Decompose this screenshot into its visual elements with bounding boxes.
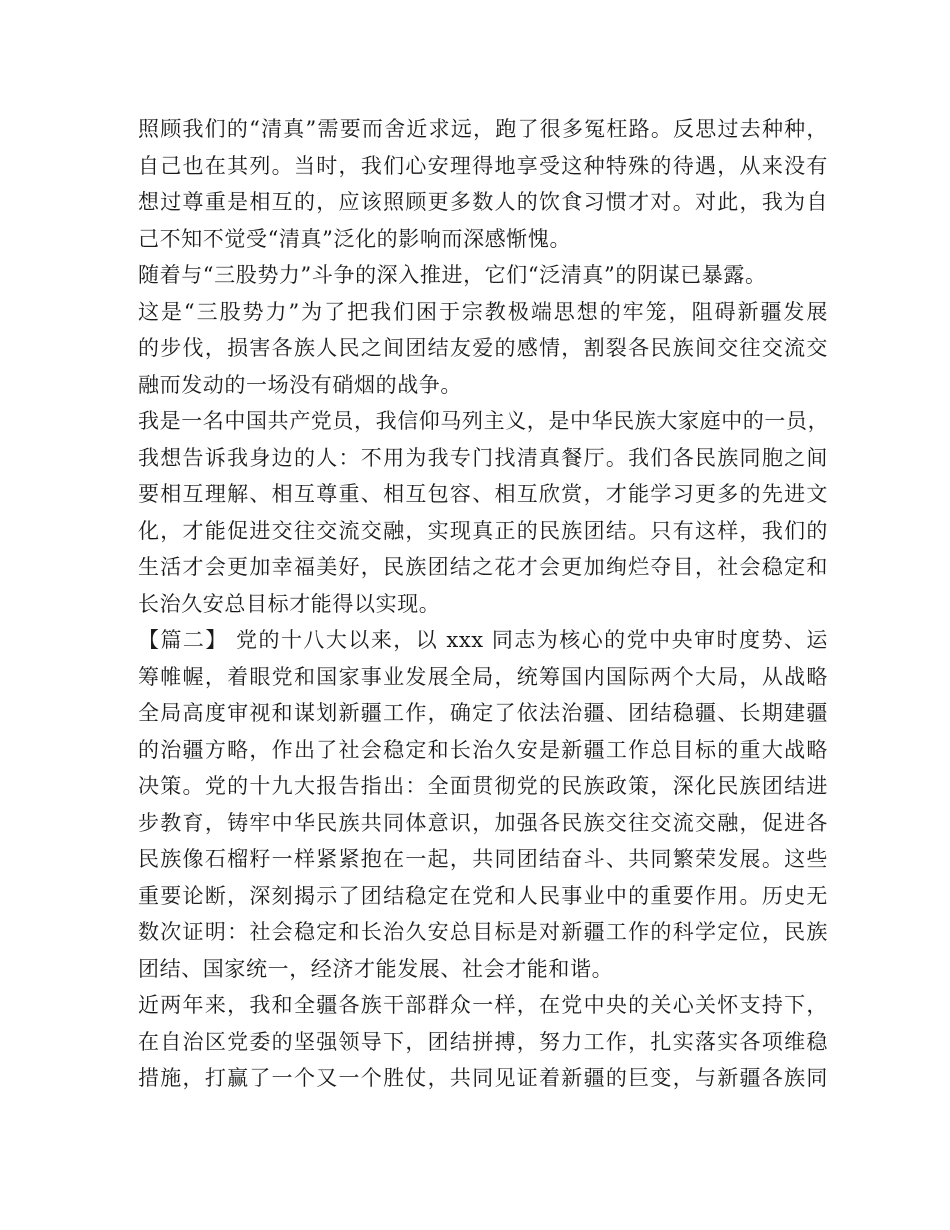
text-line: 要相互理解、相互尊重、相互包容、相互欣赏，才能学习更多的先进文	[138, 482, 828, 506]
text-line: 这是“三股势力”为了把我们困于宗教极端思想的牢笼，阻碍新疆发展	[138, 299, 828, 324]
text-line: 我想告诉我身边的人：不用为我专门找清真餐厅。我们各民族同胞之间	[138, 445, 828, 470]
text-line: 措施，打赢了一个又一个胜仗，共同见证着新疆的巨变，与新疆各族同	[138, 1066, 828, 1090]
text-line: 民族像石榴籽一样紧紧抱在一起，共同团结奋斗、共同繁荣发展。这些	[138, 847, 828, 871]
text-line: 的步伐，损害各族人民之间团结友爱的感情，割裂各民族间交往交流交	[138, 336, 828, 360]
text-line: 化，才能促进交往交流交融，实现真正的民族团结。只有这样，我们的	[138, 518, 828, 543]
document-body	[138, 111, 828, 1097]
text-line: 的治疆方略，作出了社会稳定和长治久安是新疆工作总目标的重大战略	[138, 737, 828, 762]
section-heading-line: 【篇二】 党的十八大以来，以 xxx 同志为核心的党中央审时度势、运	[138, 628, 828, 652]
text-line: 近两年来，我和全疆各族干部群众一样，在党中央的关心关怀支持下，	[138, 993, 828, 1017]
text-line: 融而发动的一场没有硝烟的战争。	[138, 372, 462, 397]
text-line: 在自治区党委的坚强领导下，团结拼搏，努力工作，扎实落实各项维稳	[138, 1029, 828, 1054]
text-line: 随着与“三股势力”斗争的深入推进，它们“泛清真”的阴谋已暴露。	[138, 263, 767, 287]
text-line: 团结、国家统一，经济才能发展、社会才能和谐。	[138, 956, 614, 981]
text-line: 我是一名中国共产党员，我信仰马列主义，是中华民族大家庭中的一员，	[138, 409, 830, 433]
text-line: 重要论断，深刻揭示了团结稳定在党和人民事业中的重要作用。历史无	[138, 883, 828, 908]
text-line: 自己也在其列。当时，我们心安理得地享受这种特殊的待遇，从来没有	[138, 153, 828, 178]
text-line: 筹帷幄，着眼党和国家事业发展全局，统筹国内国际两个大局，从战略	[138, 664, 828, 689]
text-line: 己不知不觉受“清真”泛化的影响而深感惭愧。	[138, 226, 572, 251]
text-line: 步教育，铸牢中华民族共同体意识，加强各民族交往交流交融，促进各	[138, 810, 828, 835]
text-line: 数次证明：社会稳定和长治久安总目标是对新疆工作的科学定位，民族	[138, 920, 828, 944]
text-line: 长治久安总目标才能得以实现。	[138, 591, 441, 616]
text-line: 全局高度审视和谋划新疆工作，确定了依法治疆、团结稳疆、长期建疆	[138, 701, 828, 725]
text-line: 决策。党的十九大报告指出：全面贯彻党的民族政策，深化民族团结进	[138, 774, 828, 798]
text-line: 照顾我们的“清真”需要而舍近求远，跑了很多冤枉路。反思过去种种，	[138, 117, 828, 141]
text-line: 生活才会更加幸福美好，民族团结之花才会更加绚烂夺目，社会稳定和	[138, 555, 828, 579]
text-line: 想过尊重是相互的，应该照顾更多数人的饮食习惯才对。对此，我为自	[138, 190, 828, 214]
